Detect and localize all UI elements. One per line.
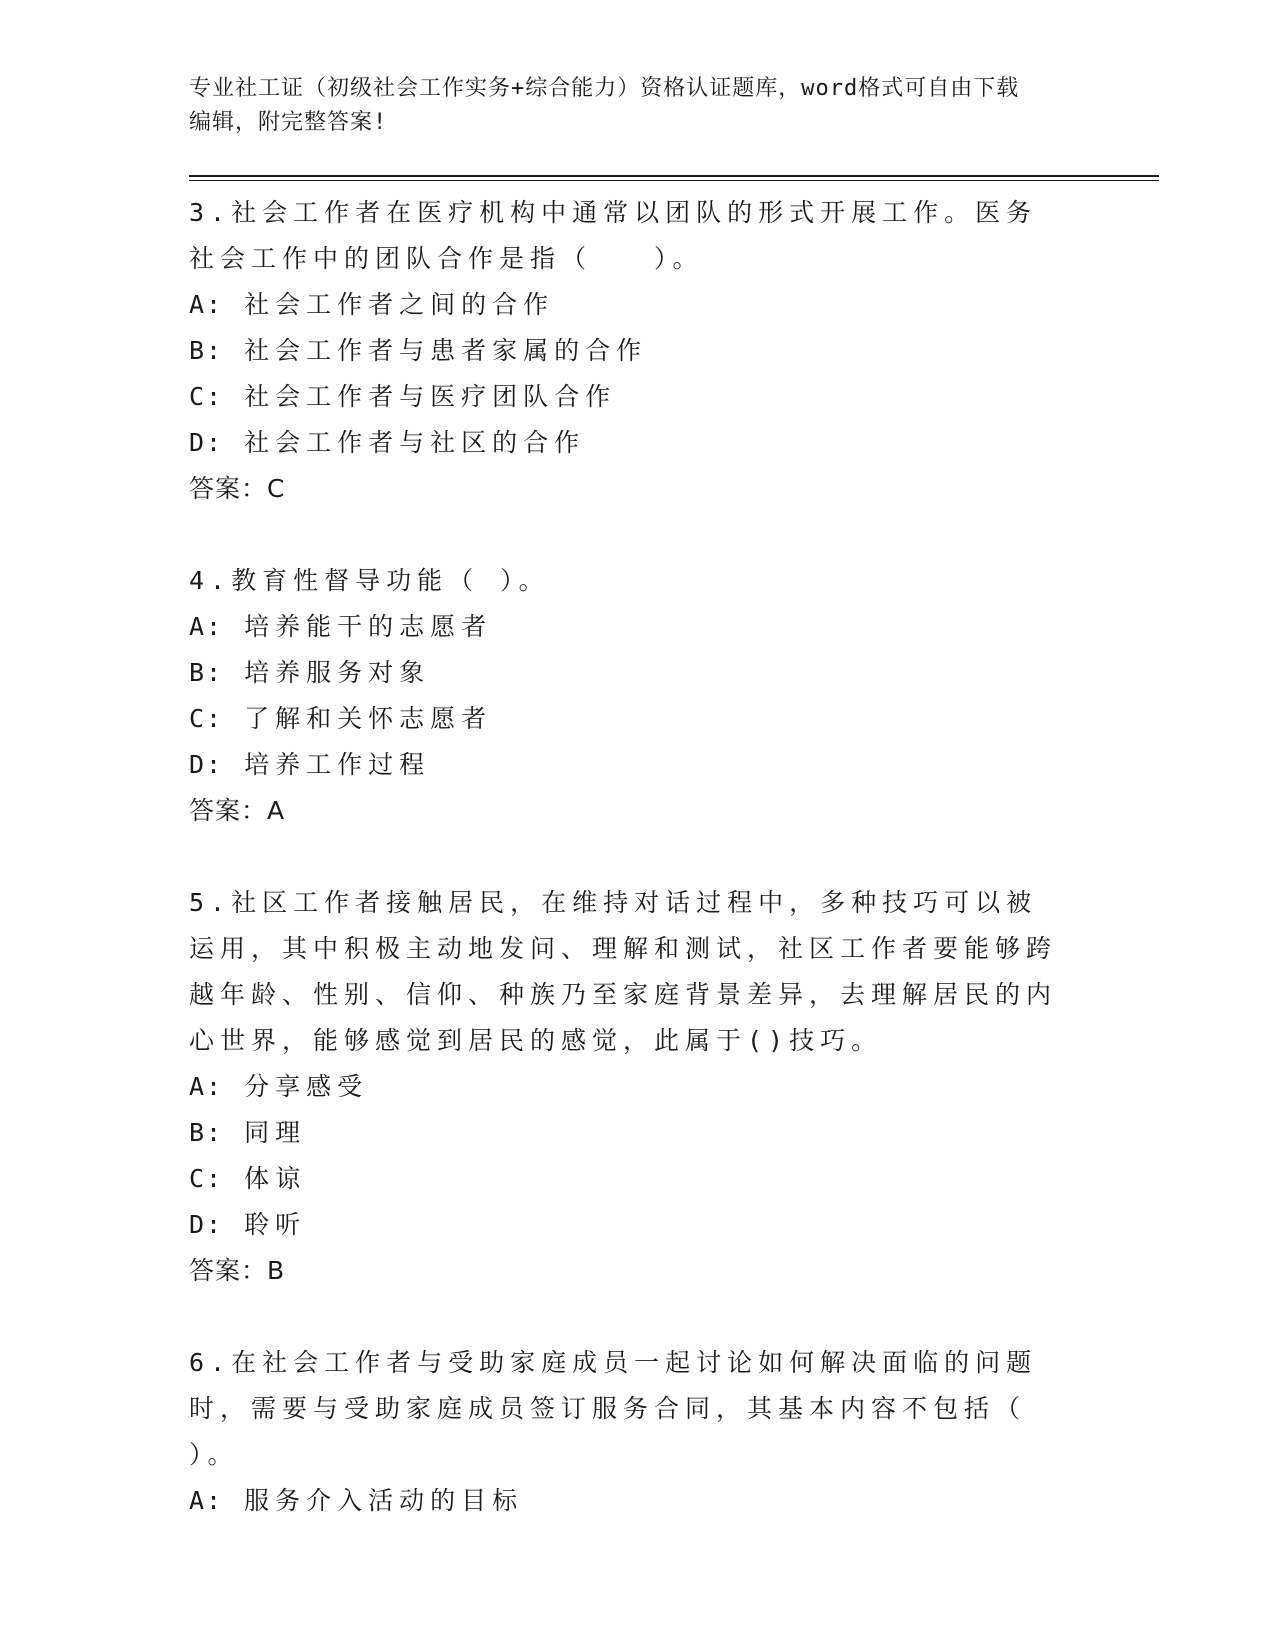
- question-stem: 4.教育性督导功能（ ）。: [189, 566, 550, 595]
- option-text: 社会工作者与患者家属的合作: [244, 336, 648, 365]
- option-letter: D:: [189, 428, 224, 457]
- option-letter: B:: [189, 1118, 224, 1147]
- option-text: 培养工作过程: [244, 750, 431, 779]
- question-list: [189, 190, 1059, 1570]
- option-a: [189, 282, 1059, 328]
- option-text: 社会工作者与医疗团队合作: [244, 382, 617, 411]
- option-text: 体谅: [244, 1164, 307, 1193]
- question-stem: 3.社会工作者在医疗机构中通常以团队的形式开展工作。医务社会工作中的团队合作是指（ ）。: [189, 198, 1038, 273]
- option-b: [189, 1110, 1059, 1156]
- answer-line: 答案：C: [189, 474, 286, 503]
- header-divider-thick: [189, 175, 1159, 177]
- option-c: [189, 696, 1059, 742]
- option-d: [189, 1202, 1059, 1248]
- option-a: [189, 1478, 1059, 1524]
- option-letter: C:: [189, 1164, 224, 1193]
- option-text: 了解和关怀志愿者: [244, 704, 493, 733]
- option-c: [189, 1156, 1059, 1202]
- question-stem: 6.在社会工作者与受助家庭成员一起讨论如何解决面临的问题时，需要与受助家庭成员签订服务合同，其基本内容不包括（ ）。: [189, 1348, 1038, 1469]
- option-a: [189, 1064, 1059, 1110]
- option-letter: C:: [189, 382, 224, 411]
- question-stem: 5.社区工作者接触居民，在维持对话过程中，多种技巧可以被运用，其中积极主动地发问、理解和测试，社区工作者要能够跨越年龄、性别、信仰、种族乃至家庭背景差异，去理解居民的内心世界，能够感觉到居民的感觉，此属于()技巧。: [189, 888, 1058, 1055]
- question-6: [189, 1340, 1059, 1524]
- document-page: [189, 0, 1159, 1650]
- option-letter: D:: [189, 750, 224, 779]
- answer-line: 答案：B: [189, 1256, 286, 1285]
- question-4: [189, 558, 1059, 834]
- option-a: [189, 604, 1059, 650]
- header-line-2: 编辑，附完整答案!: [189, 110, 388, 135]
- option-text: 同理: [244, 1118, 307, 1147]
- option-text: 服务介入活动的目标: [244, 1486, 524, 1515]
- header-line-1: 专业社工证（初级社会工作实务+综合能力）资格认证题库，word格式可自由下载: [189, 76, 1020, 101]
- question-3: [189, 190, 1059, 512]
- option-text: 社会工作者之间的合作: [244, 290, 555, 319]
- option-text: 分享感受: [244, 1072, 369, 1101]
- question-5: [189, 880, 1059, 1294]
- option-letter: A:: [189, 1072, 224, 1101]
- option-letter: B:: [189, 658, 224, 687]
- option-letter: B:: [189, 336, 224, 365]
- option-text: 社会工作者与社区的合作: [244, 428, 586, 457]
- answer-line: 答案：A: [189, 796, 286, 825]
- option-text: 培养能干的志愿者: [244, 612, 493, 641]
- header-divider-thin: [189, 180, 1159, 181]
- document-header: [189, 72, 1089, 140]
- option-text: 聆听: [244, 1210, 307, 1239]
- option-letter: D:: [189, 1210, 224, 1239]
- option-b: [189, 650, 1059, 696]
- option-text: 培养服务对象: [244, 658, 431, 687]
- option-letter: A:: [189, 290, 224, 319]
- option-letter: A:: [189, 612, 224, 641]
- option-letter: C:: [189, 704, 224, 733]
- option-letter: A:: [189, 1486, 224, 1515]
- option-c: [189, 374, 1059, 420]
- option-d: [189, 420, 1059, 466]
- option-b: [189, 328, 1059, 374]
- option-d: [189, 742, 1059, 788]
